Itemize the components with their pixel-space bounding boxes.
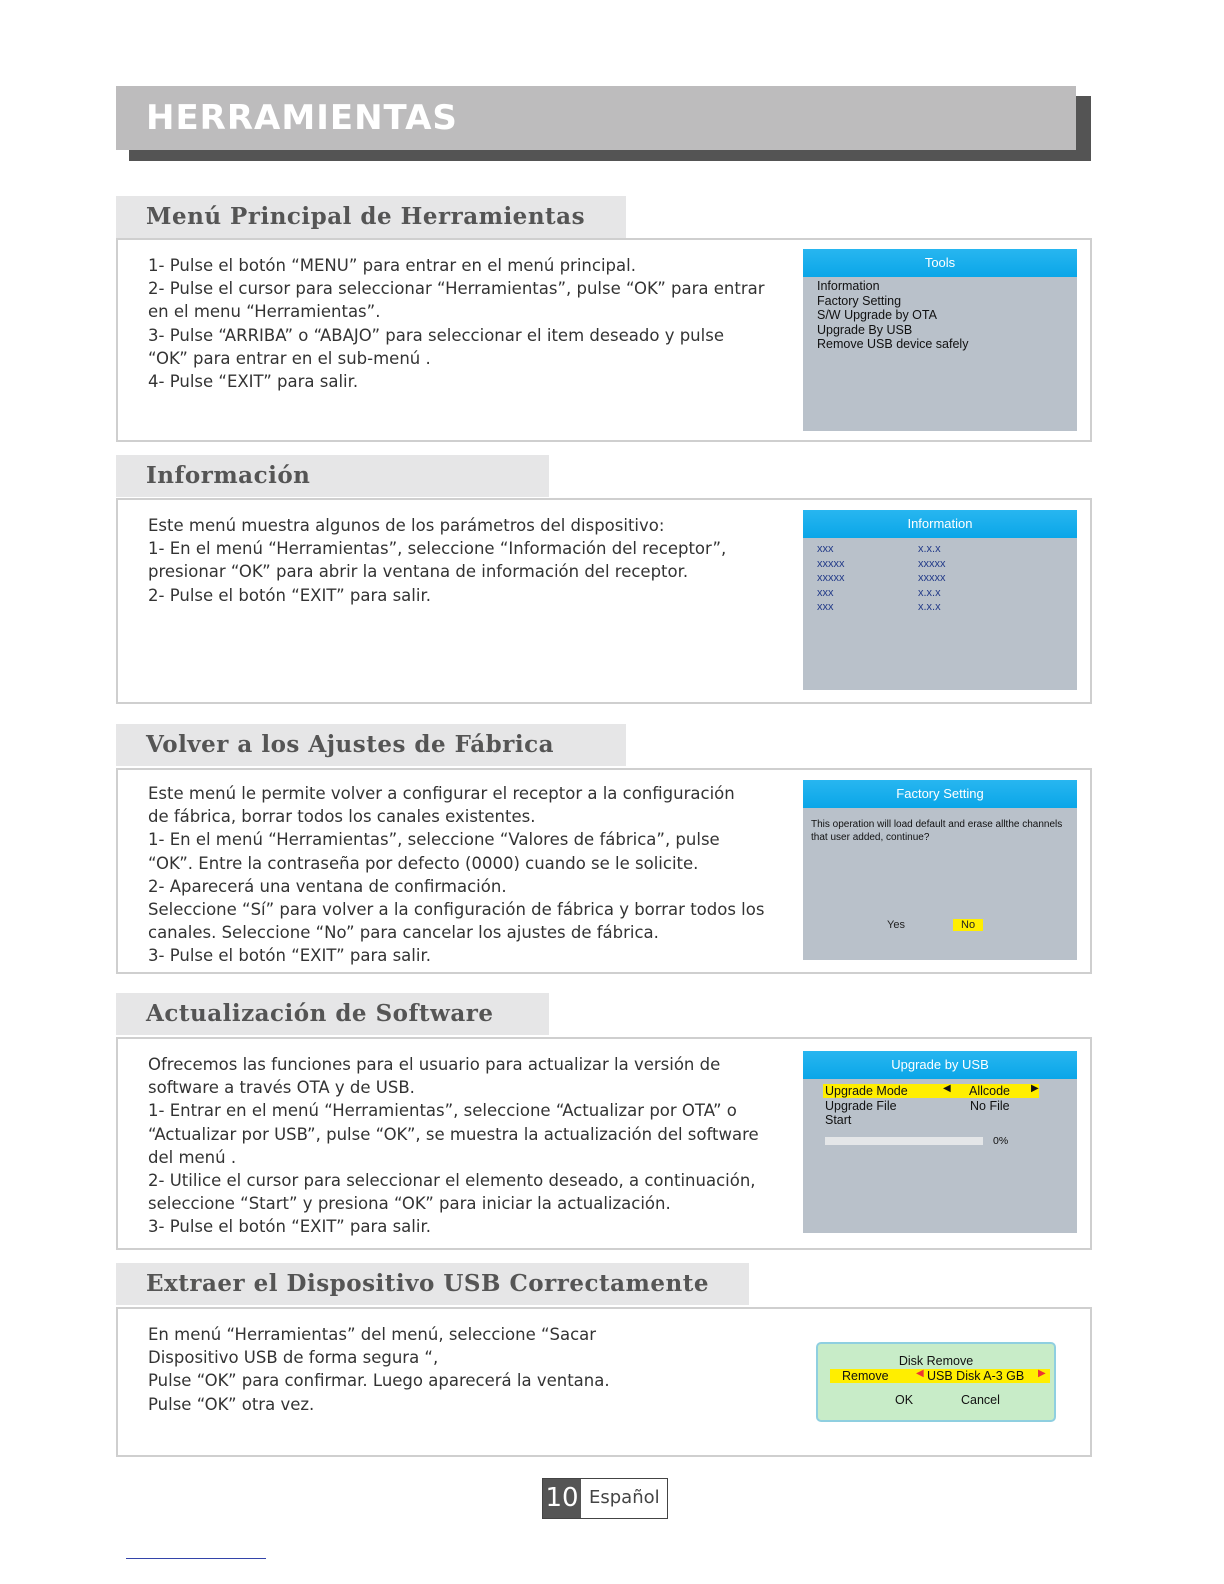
remove-label: Remove (842, 1369, 889, 1383)
screen-title: Factory Setting (803, 780, 1077, 808)
section-title: Información (146, 462, 311, 489)
section-box-info (116, 498, 1092, 704)
factory-screen (803, 780, 1077, 960)
menu-item: Factory Setting (817, 293, 902, 308)
section-title: Extraer el Dispositivo USB Correctamente (146, 1270, 709, 1297)
section-tab-factory (116, 724, 626, 766)
progress-bar (825, 1137, 983, 1145)
section-box-software (116, 1037, 1092, 1250)
remove-value: USB Disk A-3 GB (927, 1369, 1025, 1383)
info-row: xxx x.x.x (817, 586, 941, 599)
section-title: Menú Principal de Herramientas (146, 203, 586, 230)
section-tab-info (116, 455, 549, 497)
cancel-button[interactable]: Cancel (961, 1393, 1000, 1407)
arrow-right-icon[interactable]: ▶ (1031, 1083, 1039, 1094)
section-box-usb (116, 1307, 1092, 1457)
arrow-left-icon[interactable]: ◀ (916, 1368, 924, 1379)
arrow-right-icon[interactable]: ▶ (1038, 1368, 1046, 1379)
upgrade-file-value: No File (970, 1099, 1010, 1113)
page-footer (542, 1478, 668, 1519)
disk-remove-dialog (816, 1342, 1056, 1422)
progress-text: 0% (993, 1135, 1009, 1147)
section-text: Este menú le permite volver a configurar el receptor a la configuración de fábrica, borrar todos los canales existentes. 1- En el menú “Herramientas”, seleccione “Valores de fábrica”, pulse “OK”. Entre la contraseña por defecto (0000) cuando se le solicite. 2- Aparecerá una ventana de confirmación. Seleccione “Sí” para volver a la configuración de fábrica y borrar todos los canales. Seleccione “No” para cancelar los ajustes de fábrica. 3- Pulse el botón “EXIT” para salir. (148, 784, 765, 966)
section-text: 1- Pulse el botón “MENU” para entrar en el menú principal. 2- Pulse el cursor para seleccionar “Herramientas”, pulse “OK” para entrar en el menu “Herramientas”. 3- Pulse “ARRIBA” o “ABAJO” para seleccionar el item deseado y pulse “OK” para entrar en el sub-menú . 4- Pulse “EXIT” para salir. (148, 256, 765, 392)
menu-item: S/W Upgrade by OTA (817, 308, 937, 322)
tools-screen (803, 249, 1077, 431)
page-title: HERRAMIENTAS (146, 98, 458, 138)
no-button[interactable]: No (953, 919, 983, 931)
yes-button[interactable]: Yes (887, 919, 905, 931)
ok-button[interactable]: OK (895, 1393, 914, 1407)
section-title: Actualización de Software (146, 1000, 494, 1027)
screen-title: Upgrade by USB (803, 1051, 1077, 1079)
screen-title: Information (803, 510, 1077, 538)
footer-rule (126, 1558, 266, 1559)
section-tab-software (116, 993, 549, 1035)
upgrade-mode-value: Allcode (969, 1084, 1010, 1098)
section-text: En menú “Herramientas” del menú, seleccione “Sacar Dispositivo USB de forma segura “, Pulse “OK” para confirmar. Luego aparecerá la ventana. Pulse “OK” otra vez. (148, 1325, 610, 1414)
info-row: xxxxx xxxxx (817, 572, 946, 584)
upgrade-mode-label: Upgrade Mode (825, 1084, 908, 1098)
section-text: Ofrecemos las funciones para el usuario para actualizar la versión de software a través OTA y de USB. 1- Entrar en el menú “Herramientas”, seleccione “Actualizar por OTA” o “Actualizar por USB”, pulse “OK”, se muestra la actualización del software del menú . 2- Utilice el cursor para seleccionar el elemento deseado, a continuación, seleccione “Start” y presiona “OK” para iniciar la actualización. 3- Pulse el botón “EXIT” para salir. (148, 1055, 759, 1237)
start-item[interactable]: Start (825, 1113, 852, 1127)
arrow-left-icon[interactable]: ◀ (943, 1083, 951, 1094)
factory-message: This operation will load default and erase allthe channels that user added, continue? (811, 819, 1063, 843)
section-box-menu (116, 238, 1092, 442)
upgrade-screen (803, 1051, 1077, 1233)
footer-language: Español (589, 1487, 660, 1508)
menu-item: Remove USB device safely (817, 337, 969, 351)
menu-item: Information (817, 279, 880, 293)
page-header (116, 86, 1076, 150)
menu-item: Upgrade By USB (817, 322, 913, 337)
info-row: xxx x.x.x (817, 543, 941, 555)
info-row: xxxxx xxxxx (817, 557, 946, 570)
section-text: Este menú muestra algunos de los parámetros del dispositivo: 1- En el menú “Herramientas”, seleccione “Información del receptor”, presionar “OK” para abrir la ventana de información del receptor. 2- Pulse el botón “EXIT” para salir. (148, 516, 727, 605)
page-number: 10 (543, 1479, 581, 1518)
section-tab-menu (116, 196, 626, 238)
section-tab-usb (116, 1263, 749, 1305)
section-box-factory (116, 768, 1092, 974)
info-screen (803, 510, 1077, 690)
dialog-title: Disk Remove (898, 1354, 974, 1368)
upgrade-file-label: Upgrade File (825, 1099, 897, 1113)
section-title: Volver a los Ajustes de Fábrica (146, 731, 554, 758)
info-row: xxx x.x.x (817, 601, 941, 613)
screen-title: Tools (803, 249, 1077, 277)
